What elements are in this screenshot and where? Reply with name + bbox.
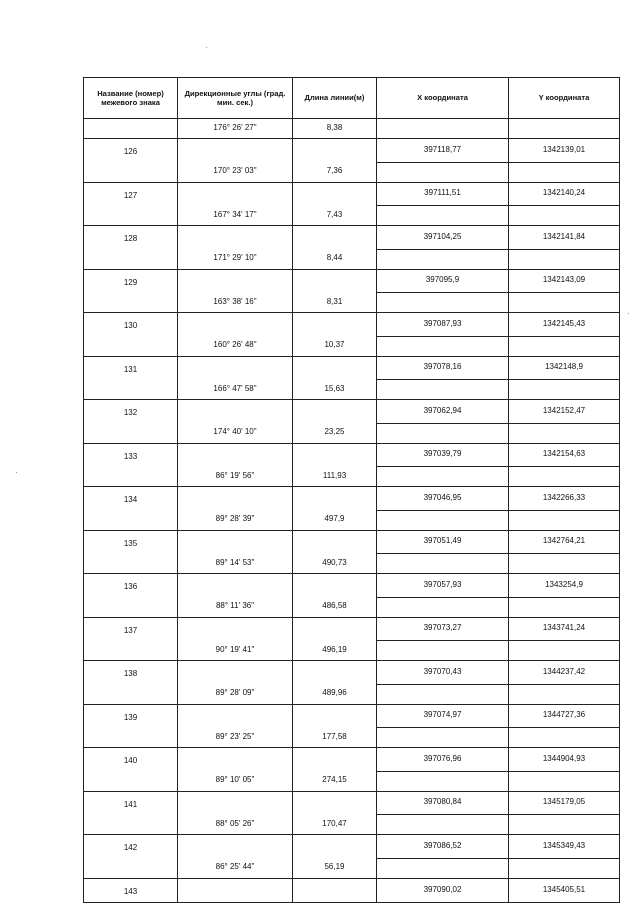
cell-direction-angle: 174° 40' 10" — [178, 423, 293, 443]
cell-sign-name — [84, 162, 178, 182]
cell-y-coordinate — [509, 597, 620, 617]
cell-line-length — [293, 878, 377, 902]
table-row-line-segment — [84, 771, 620, 791]
table-header-row — [84, 78, 620, 119]
cell-y-coordinate: 1342141,84 — [509, 226, 620, 250]
cell-y-coordinate: 1342143,09 — [509, 269, 620, 293]
cell-line-length: 8,44 — [293, 249, 377, 269]
cell-direction-angle — [178, 530, 293, 554]
cell-y-coordinate — [509, 162, 620, 182]
cell-direction-angle — [178, 878, 293, 902]
cell-y-coordinate — [509, 119, 620, 139]
cell-direction-angle: 89° 28' 09" — [178, 684, 293, 704]
table-row-line-segment — [84, 119, 620, 139]
cell-sign-name: 127 — [84, 182, 178, 206]
cell-x-coordinate — [377, 510, 509, 530]
cell-sign-name — [84, 684, 178, 704]
cell-x-coordinate — [377, 293, 509, 313]
cell-line-length: 8,38 — [293, 119, 377, 139]
cell-y-coordinate: 1342145,43 — [509, 313, 620, 337]
table-row-boundary-sign — [84, 704, 620, 728]
table-row-boundary-sign — [84, 356, 620, 380]
cell-sign-name — [84, 119, 178, 139]
cell-direction-angle — [178, 661, 293, 685]
cell-x-coordinate — [377, 771, 509, 791]
cell-sign-name — [84, 815, 178, 835]
table-row-line-segment — [84, 554, 620, 574]
cell-y-coordinate: 1345405,51 — [509, 878, 620, 902]
cell-line-length: 177,58 — [293, 728, 377, 748]
header-x-coordinate: X координата — [377, 78, 509, 119]
cell-line-length: 23,25 — [293, 423, 377, 443]
table-row-boundary-sign — [84, 530, 620, 554]
cell-direction-angle — [178, 835, 293, 859]
cell-sign-name — [84, 336, 178, 356]
cell-y-coordinate — [509, 336, 620, 356]
cell-line-length: 7,43 — [293, 206, 377, 226]
cell-y-coordinate — [509, 423, 620, 443]
cell-sign-name: 141 — [84, 791, 178, 815]
cell-line-length — [293, 226, 377, 250]
cell-y-coordinate: 1342266,33 — [509, 487, 620, 511]
cell-x-coordinate: 397076,96 — [377, 748, 509, 772]
cell-sign-name: 129 — [84, 269, 178, 293]
table-row-line-segment — [84, 510, 620, 530]
cell-x-coordinate: 397046,95 — [377, 487, 509, 511]
cell-y-coordinate — [509, 554, 620, 574]
cell-sign-name — [84, 467, 178, 487]
table-row-boundary-sign — [84, 617, 620, 641]
cell-sign-name — [84, 641, 178, 661]
cell-sign-name: 134 — [84, 487, 178, 511]
cell-y-coordinate: 1342139,01 — [509, 139, 620, 163]
cell-x-coordinate — [377, 728, 509, 748]
cell-x-coordinate: 397104,25 — [377, 226, 509, 250]
cell-line-length — [293, 356, 377, 380]
cell-sign-name: 128 — [84, 226, 178, 250]
cell-x-coordinate: 397090,02 — [377, 878, 509, 902]
cell-sign-name: 139 — [84, 704, 178, 728]
cell-y-coordinate — [509, 815, 620, 835]
cell-x-coordinate: 397070,43 — [377, 661, 509, 685]
table-row-line-segment — [84, 249, 620, 269]
cell-direction-angle: 88° 05' 26" — [178, 815, 293, 835]
cell-y-coordinate: 1342154,63 — [509, 443, 620, 467]
cell-x-coordinate — [377, 641, 509, 661]
cell-y-coordinate — [509, 293, 620, 313]
table-row-line-segment — [84, 728, 620, 748]
cell-sign-name — [84, 858, 178, 878]
cell-sign-name — [84, 728, 178, 748]
cell-sign-name: 136 — [84, 574, 178, 598]
cell-sign-name: 133 — [84, 443, 178, 467]
scan-speck — [206, 47, 207, 48]
cell-x-coordinate — [377, 554, 509, 574]
table-row-boundary-sign — [84, 443, 620, 467]
cell-x-coordinate — [377, 815, 509, 835]
cell-direction-angle — [178, 226, 293, 250]
table-row-boundary-sign — [84, 313, 620, 337]
cell-y-coordinate — [509, 858, 620, 878]
cell-line-length — [293, 704, 377, 728]
cell-sign-name — [84, 771, 178, 791]
table-row-boundary-sign — [84, 835, 620, 859]
cell-sign-name: 142 — [84, 835, 178, 859]
cell-direction-angle — [178, 443, 293, 467]
cell-line-length — [293, 269, 377, 293]
cell-sign-name: 126 — [84, 139, 178, 163]
cell-line-length: 497,9 — [293, 510, 377, 530]
table-row-boundary-sign — [84, 487, 620, 511]
cell-y-coordinate: 1343254,9 — [509, 574, 620, 598]
cell-x-coordinate — [377, 423, 509, 443]
cell-sign-name: 130 — [84, 313, 178, 337]
cell-line-length — [293, 443, 377, 467]
header-sign-name: Название (номер) межевого знака — [84, 78, 178, 119]
cell-y-coordinate: 1343741,24 — [509, 617, 620, 641]
table-row-boundary-sign — [84, 269, 620, 293]
table-row-boundary-sign — [84, 400, 620, 424]
cell-x-coordinate — [377, 467, 509, 487]
cell-x-coordinate: 397086,52 — [377, 835, 509, 859]
cell-line-length: 56,19 — [293, 858, 377, 878]
cell-direction-angle: 90° 19' 41" — [178, 641, 293, 661]
cell-sign-name — [84, 554, 178, 574]
table-row-boundary-sign — [84, 791, 620, 815]
cell-direction-angle — [178, 356, 293, 380]
cell-direction-angle: 176° 26' 27" — [178, 119, 293, 139]
table-row-boundary-sign — [84, 878, 620, 902]
cell-y-coordinate — [509, 380, 620, 400]
cell-direction-angle: 86° 19' 56" — [178, 467, 293, 487]
cell-direction-angle: 163° 38' 16" — [178, 293, 293, 313]
cell-direction-angle — [178, 269, 293, 293]
cell-line-length — [293, 139, 377, 163]
cell-y-coordinate — [509, 771, 620, 791]
cell-x-coordinate — [377, 249, 509, 269]
cell-sign-name: 143 — [84, 878, 178, 902]
cell-sign-name: 132 — [84, 400, 178, 424]
boundary-coordinates-table — [83, 77, 620, 903]
cell-direction-angle: 89° 10' 05" — [178, 771, 293, 791]
table-row-line-segment — [84, 380, 620, 400]
table-row-boundary-sign — [84, 748, 620, 772]
cell-sign-name: 131 — [84, 356, 178, 380]
cell-line-length: 7,36 — [293, 162, 377, 182]
cell-direction-angle: 170° 23' 03" — [178, 162, 293, 182]
cell-y-coordinate — [509, 684, 620, 704]
cell-line-length: 10,37 — [293, 336, 377, 356]
cell-sign-name — [84, 293, 178, 313]
table-row-line-segment — [84, 858, 620, 878]
cell-direction-angle — [178, 182, 293, 206]
cell-y-coordinate: 1342764,21 — [509, 530, 620, 554]
cell-direction-angle: 86° 25' 44" — [178, 858, 293, 878]
cell-line-length — [293, 835, 377, 859]
cell-y-coordinate: 1344904,93 — [509, 748, 620, 772]
cell-line-length — [293, 487, 377, 511]
table-row-line-segment — [84, 815, 620, 835]
cell-x-coordinate: 397095,9 — [377, 269, 509, 293]
table-row-boundary-sign — [84, 574, 620, 598]
table-row-line-segment — [84, 684, 620, 704]
table-row-line-segment — [84, 293, 620, 313]
table-row-boundary-sign — [84, 139, 620, 163]
cell-y-coordinate — [509, 467, 620, 487]
cell-direction-angle — [178, 748, 293, 772]
cell-y-coordinate: 1345179,05 — [509, 791, 620, 815]
cell-line-length — [293, 748, 377, 772]
table-body — [84, 119, 620, 903]
cell-x-coordinate: 397039,79 — [377, 443, 509, 467]
cell-direction-angle — [178, 487, 293, 511]
table-row-line-segment — [84, 162, 620, 182]
cell-y-coordinate — [509, 206, 620, 226]
cell-x-coordinate: 397078,16 — [377, 356, 509, 380]
cell-line-length: 8,31 — [293, 293, 377, 313]
cell-sign-name: 135 — [84, 530, 178, 554]
cell-x-coordinate: 397057,93 — [377, 574, 509, 598]
cell-y-coordinate — [509, 249, 620, 269]
table-row-boundary-sign — [84, 182, 620, 206]
cell-line-length — [293, 313, 377, 337]
table-row-line-segment — [84, 423, 620, 443]
cell-sign-name — [84, 510, 178, 530]
cell-line-length — [293, 574, 377, 598]
cell-sign-name — [84, 249, 178, 269]
table-row-line-segment — [84, 206, 620, 226]
header-y-coordinate: Y координата — [509, 78, 620, 119]
cell-y-coordinate — [509, 510, 620, 530]
cell-line-length: 496,19 — [293, 641, 377, 661]
cell-x-coordinate: 397051,49 — [377, 530, 509, 554]
cell-x-coordinate: 397087,93 — [377, 313, 509, 337]
cell-x-coordinate — [377, 684, 509, 704]
cell-line-length: 489,96 — [293, 684, 377, 704]
cell-direction-angle — [178, 704, 293, 728]
cell-line-length — [293, 400, 377, 424]
cell-direction-angle — [178, 313, 293, 337]
cell-y-coordinate: 1342152,47 — [509, 400, 620, 424]
table-row-line-segment — [84, 336, 620, 356]
cell-x-coordinate: 397080,84 — [377, 791, 509, 815]
cell-sign-name: 137 — [84, 617, 178, 641]
cell-direction-angle: 167° 34' 17" — [178, 206, 293, 226]
cell-x-coordinate — [377, 380, 509, 400]
cell-x-coordinate — [377, 119, 509, 139]
cell-x-coordinate — [377, 336, 509, 356]
cell-line-length — [293, 617, 377, 641]
cell-y-coordinate: 1344237,42 — [509, 661, 620, 685]
cell-y-coordinate: 1344727,36 — [509, 704, 620, 728]
cell-x-coordinate — [377, 206, 509, 226]
cell-x-coordinate: 397111,51 — [377, 182, 509, 206]
cell-direction-angle: 89° 28' 39" — [178, 510, 293, 530]
table-row-boundary-sign — [84, 661, 620, 685]
cell-direction-angle: 88° 11' 36" — [178, 597, 293, 617]
cell-line-length: 490,73 — [293, 554, 377, 574]
cell-x-coordinate: 397074,97 — [377, 704, 509, 728]
cell-direction-angle: 89° 23' 25" — [178, 728, 293, 748]
header-line-length: Длина линии(м) — [293, 78, 377, 119]
table-row-line-segment — [84, 597, 620, 617]
cell-line-length: 111,93 — [293, 467, 377, 487]
cell-line-length — [293, 661, 377, 685]
cell-sign-name: 140 — [84, 748, 178, 772]
cell-x-coordinate — [377, 597, 509, 617]
cell-direction-angle: 89° 14' 53" — [178, 554, 293, 574]
cell-x-coordinate — [377, 162, 509, 182]
table-row-line-segment — [84, 467, 620, 487]
cell-direction-angle — [178, 617, 293, 641]
cell-sign-name — [84, 380, 178, 400]
cell-direction-angle — [178, 574, 293, 598]
cell-y-coordinate: 1342140,24 — [509, 182, 620, 206]
cell-y-coordinate — [509, 641, 620, 661]
cell-x-coordinate — [377, 858, 509, 878]
cell-direction-angle — [178, 791, 293, 815]
cell-line-length: 274,15 — [293, 771, 377, 791]
cell-x-coordinate: 397062,94 — [377, 400, 509, 424]
cell-x-coordinate: 397073,27 — [377, 617, 509, 641]
cell-y-coordinate: 1342148,9 — [509, 356, 620, 380]
cell-direction-angle: 171° 29' 10" — [178, 249, 293, 269]
cell-y-coordinate: 1345349,43 — [509, 835, 620, 859]
cell-direction-angle: 166° 47' 58" — [178, 380, 293, 400]
cell-direction-angle — [178, 139, 293, 163]
scan-speck — [628, 313, 629, 314]
cell-line-length: 170,47 — [293, 815, 377, 835]
cell-sign-name: 138 — [84, 661, 178, 685]
cell-sign-name — [84, 597, 178, 617]
table-row-boundary-sign — [84, 226, 620, 250]
cell-sign-name — [84, 423, 178, 443]
table-row-line-segment — [84, 641, 620, 661]
cell-direction-angle — [178, 400, 293, 424]
cell-line-length — [293, 791, 377, 815]
cell-line-length: 15,63 — [293, 380, 377, 400]
scan-speck — [16, 472, 17, 473]
cell-line-length: 486,58 — [293, 597, 377, 617]
cell-direction-angle: 160° 26' 48" — [178, 336, 293, 356]
header-direction-angle: Дирекционные углы (град. мин. сек.) — [178, 78, 293, 119]
cell-sign-name — [84, 206, 178, 226]
cell-line-length — [293, 530, 377, 554]
cell-x-coordinate: 397118,77 — [377, 139, 509, 163]
cell-y-coordinate — [509, 728, 620, 748]
cell-line-length — [293, 182, 377, 206]
